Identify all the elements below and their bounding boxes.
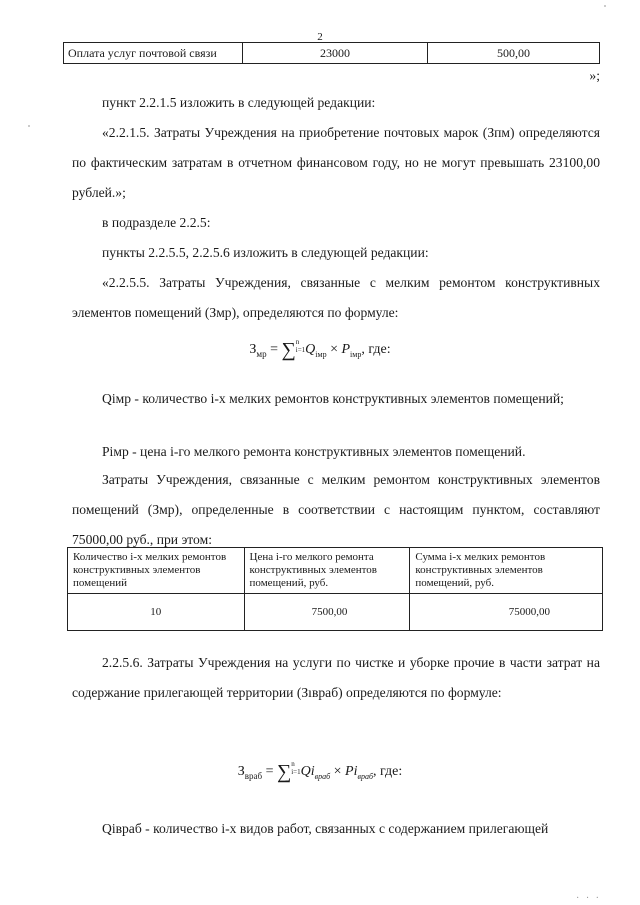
paragraph-amend-2-2-5-5-6: пункты 2.2.5.5, 2.2.5.6 изложить в следующей редакции: [102,245,429,260]
sum-lower-limit: i=1 [291,768,301,776]
paragraph-2-2-5-5: «2.2.5.5. Затраты Учреждения, связанные с мелким ремонтом конструктивных элементов помещений (Змр), определяются по формуле: [72,275,600,320]
quantity-value: 10 [68,594,245,631]
paragraph-amend-2-2-1-5: пункт 2.2.1.5 изложить в следующей редакции: [102,95,376,110]
quantity-cell: 23000 [243,43,428,64]
scan-speck [604,5,606,7]
scan-speck [28,125,30,127]
formula-times: × [330,764,346,779]
formula-equals: = [262,764,277,779]
service-name-cell: Оплата услуг почтовой связи [64,43,243,64]
paragraph-2-2-5-6: 2.2.5.6. Затраты Учреждения на услуги по чистке и уборке прочие в части затрат на содержание прилегающей территории (Зıвраб) определяются по формуле: [72,655,600,700]
formula-lhs-subscript: мр [256,348,267,359]
definition-q-cleaning: Qiвраб - количество i-х видов работ, связанных с содержанием прилегающей [102,821,549,836]
formula-p: Pi [345,764,358,779]
table-header-row [68,548,603,594]
scan-corner-mark: · · · [576,893,601,904]
formula-lhs-subscript: враб [244,770,263,781]
formula-repair-costs [0,338,640,362]
paragraph-repair-total: Затраты Учреждения, связанные с мелким ремонтом конструктивных элементов помещений (Змр), определенные в соответствии с настоящим пунктом, составляют 75000,00 руб., при этом: [72,472,600,547]
page-number: 2 [317,31,323,43]
repair-costs-table [67,547,603,631]
header-sum: Сумма i-х мелких ремонтов конструктивных элементов помещений, руб. [410,548,603,594]
closing-quote: »; [589,68,600,83]
sum-lower-limit: i=1 [295,346,306,354]
table-row [68,594,603,631]
sum-sign: ∑ [276,761,292,783]
formula-cleaning-costs [0,760,640,784]
formula-equals: = [266,342,282,357]
paragraph-2-2-1-5: «2.2.1.5. Затраты Учреждения на приобретение почтовых марок (Зпм) определяются по фактическим затратам в отчетном финансовом году, но не могут превышать 23100,00 рублей.»; [72,125,600,200]
table-row [64,43,600,64]
formula-p-subscript: враб [357,771,373,781]
paragraph-subsection-2-2-5: в подразделе 2.2.5: [102,215,211,230]
sum-limits [291,760,300,776]
formula-p-subscript: iмр [350,349,362,359]
formula-lhs: З [249,342,257,357]
formula-q: Qi [300,764,315,779]
postal-services-table [63,42,600,64]
definition-p: Piмр - цена i-го мелкого ремонта конструктивных элементов помещений. [102,444,526,459]
sum-upper-limit: n [295,338,300,346]
formula-q: Q [305,342,316,357]
header-price: Цена i-го мелкого ремонта конструктивных элементов помещений, руб. [244,548,410,594]
definition-q: Qiмр - количество i-х мелких ремонтов конструктивных элементов помещений; [102,391,564,406]
formula-times: × [326,342,342,357]
sum-upper-limit: n [291,760,295,768]
price-value: 7500,00 [244,594,410,631]
formula-q-subscript: враб [314,771,331,781]
price-cell: 500,00 [428,43,600,64]
header-quantity: Количество i-х мелких ремонтов конструктивных элементов помещений [68,548,245,594]
formula-q-subscript: iмр [315,349,327,359]
formula-p: P [341,342,351,357]
formula-tail: , где: [361,342,391,357]
formula-lhs: З [237,764,245,779]
sum-value: 75000,00 [410,594,603,631]
sum-limits [296,338,305,354]
sum-sign: ∑ [281,339,296,361]
formula-tail: , где: [373,764,403,779]
